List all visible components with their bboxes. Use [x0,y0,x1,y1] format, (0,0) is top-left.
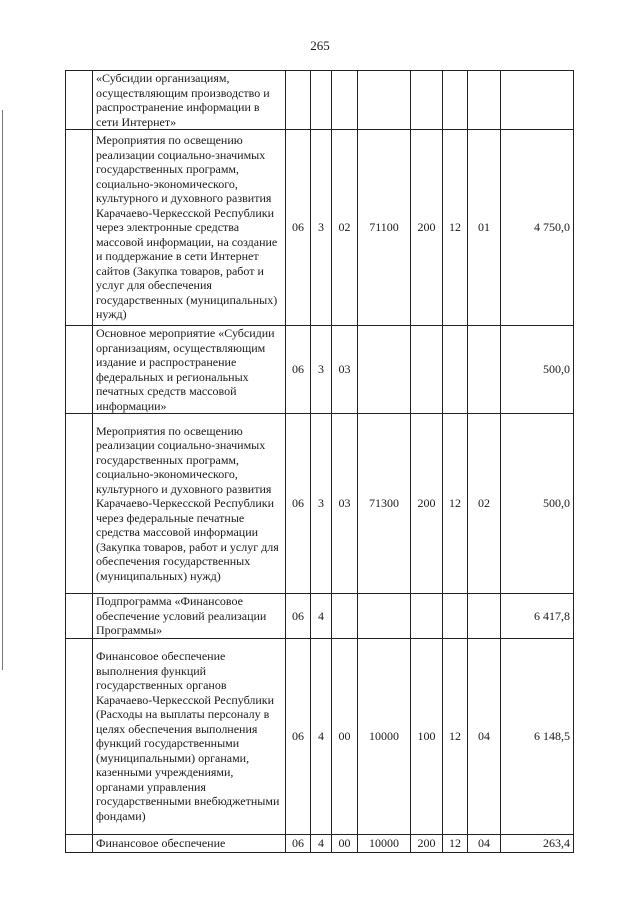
code-cell [443,71,468,130]
amount-cell: 6 148,5 [501,638,574,834]
table-row [66,414,574,594]
code-cell [311,71,332,130]
code-cell [411,71,443,130]
code-cell: 200 [411,130,443,326]
code-cell: 02 [468,414,501,594]
amount-cell: 263,4 [501,834,574,852]
code-cell: 12 [443,130,468,326]
code-cell: 02 [332,130,358,326]
code-cell [358,71,411,130]
row-index-cell [66,130,93,326]
code-cell: 200 [411,414,443,594]
amount-cell: 500,0 [501,414,574,594]
table-row [66,834,574,852]
item-name: Мероприятия по освещению реализации социально-значимых государственных программ, социально-экономического, культурного и духовного развития Карачаево-Черкесской Республики через электронные средства массовой информации, на создание и поддержание в сети Интернет сайтов (Закупка товаров, работ и услуг для обеспечения государственных (муниципальных) нужд) [93,130,286,326]
amount-cell [501,71,574,130]
code-cell: 12 [443,638,468,834]
code-cell: 10000 [358,638,411,834]
scan-edge-line [2,110,3,670]
item-name: Основное мероприятие «Субсидии организациям, осуществляющим издание и распространение федеральных и региональных печатных средств массовой информации» [93,326,286,414]
code-cell: 03 [332,414,358,594]
row-index-cell [66,71,93,130]
table-row [66,638,574,834]
code-cell: 12 [443,414,468,594]
code-cell: 71100 [358,130,411,326]
code-cell: 06 [286,326,311,414]
row-index-cell [66,638,93,834]
code-cell [358,326,411,414]
code-cell: 00 [332,638,358,834]
item-name: Подпрограмма «Финансовое обеспечение условий реализации Программы» [93,594,286,639]
table-row [66,594,574,639]
code-cell: 00 [332,834,358,852]
item-name: Мероприятия по освещению реализации социально-значимых государственных программ, социально-экономического, культурного и духовного развития Карачаево-Черкесской Республики через федеральные печатные средства массовой информации (Закупка товаров, работ и услуг для обеспечения государственных (муниципальных) нужд) [93,414,286,594]
code-cell: 06 [286,834,311,852]
code-cell: 01 [468,130,501,326]
row-index-cell [66,834,93,852]
code-cell [332,71,358,130]
code-cell: 100 [411,638,443,834]
code-cell: 3 [311,130,332,326]
item-name: Финансовое обеспечение [93,834,286,852]
item-name: Финансовое обеспечение выполнения функций государственных органов Карачаево-Черкесской Республики (Расходы на выплаты персоналу в целях обеспечения выполнения функций государственными (муниципальными) органами, казенными учреждениями, органами управления государственными внебюджетными фондами) [93,638,286,834]
code-cell [332,594,358,639]
code-cell: 06 [286,594,311,639]
amount-cell: 6 417,8 [501,594,574,639]
code-cell: 12 [443,834,468,852]
code-cell: 4 [311,594,332,639]
code-cell [443,594,468,639]
page-number: 265 [310,38,330,53]
table-row [66,71,574,130]
code-cell: 71300 [358,414,411,594]
code-cell: 3 [311,414,332,594]
code-cell: 04 [468,834,501,852]
code-cell [358,594,411,639]
code-cell [468,594,501,639]
code-cell: 06 [286,638,311,834]
row-index-cell [66,594,93,639]
table-row [66,326,574,414]
code-cell [411,594,443,639]
code-cell: 06 [286,414,311,594]
code-cell [468,326,501,414]
amount-cell: 500,0 [501,326,574,414]
table-row [66,130,574,326]
code-cell: 04 [468,638,501,834]
code-cell: 4 [311,834,332,852]
row-index-cell [66,414,93,594]
item-name: «Субсидии организациям, осуществляющим производство и распространение информации в сети Интернет» [93,71,286,130]
code-cell: 3 [311,326,332,414]
code-cell: 4 [311,638,332,834]
amount-cell: 4 750,0 [501,130,574,326]
budget-table [65,70,574,853]
code-cell [468,71,501,130]
code-cell [286,71,311,130]
code-cell: 200 [411,834,443,852]
code-cell: 10000 [358,834,411,852]
code-cell: 03 [332,326,358,414]
code-cell [411,326,443,414]
code-cell [443,326,468,414]
code-cell: 06 [286,130,311,326]
row-index-cell [66,326,93,414]
